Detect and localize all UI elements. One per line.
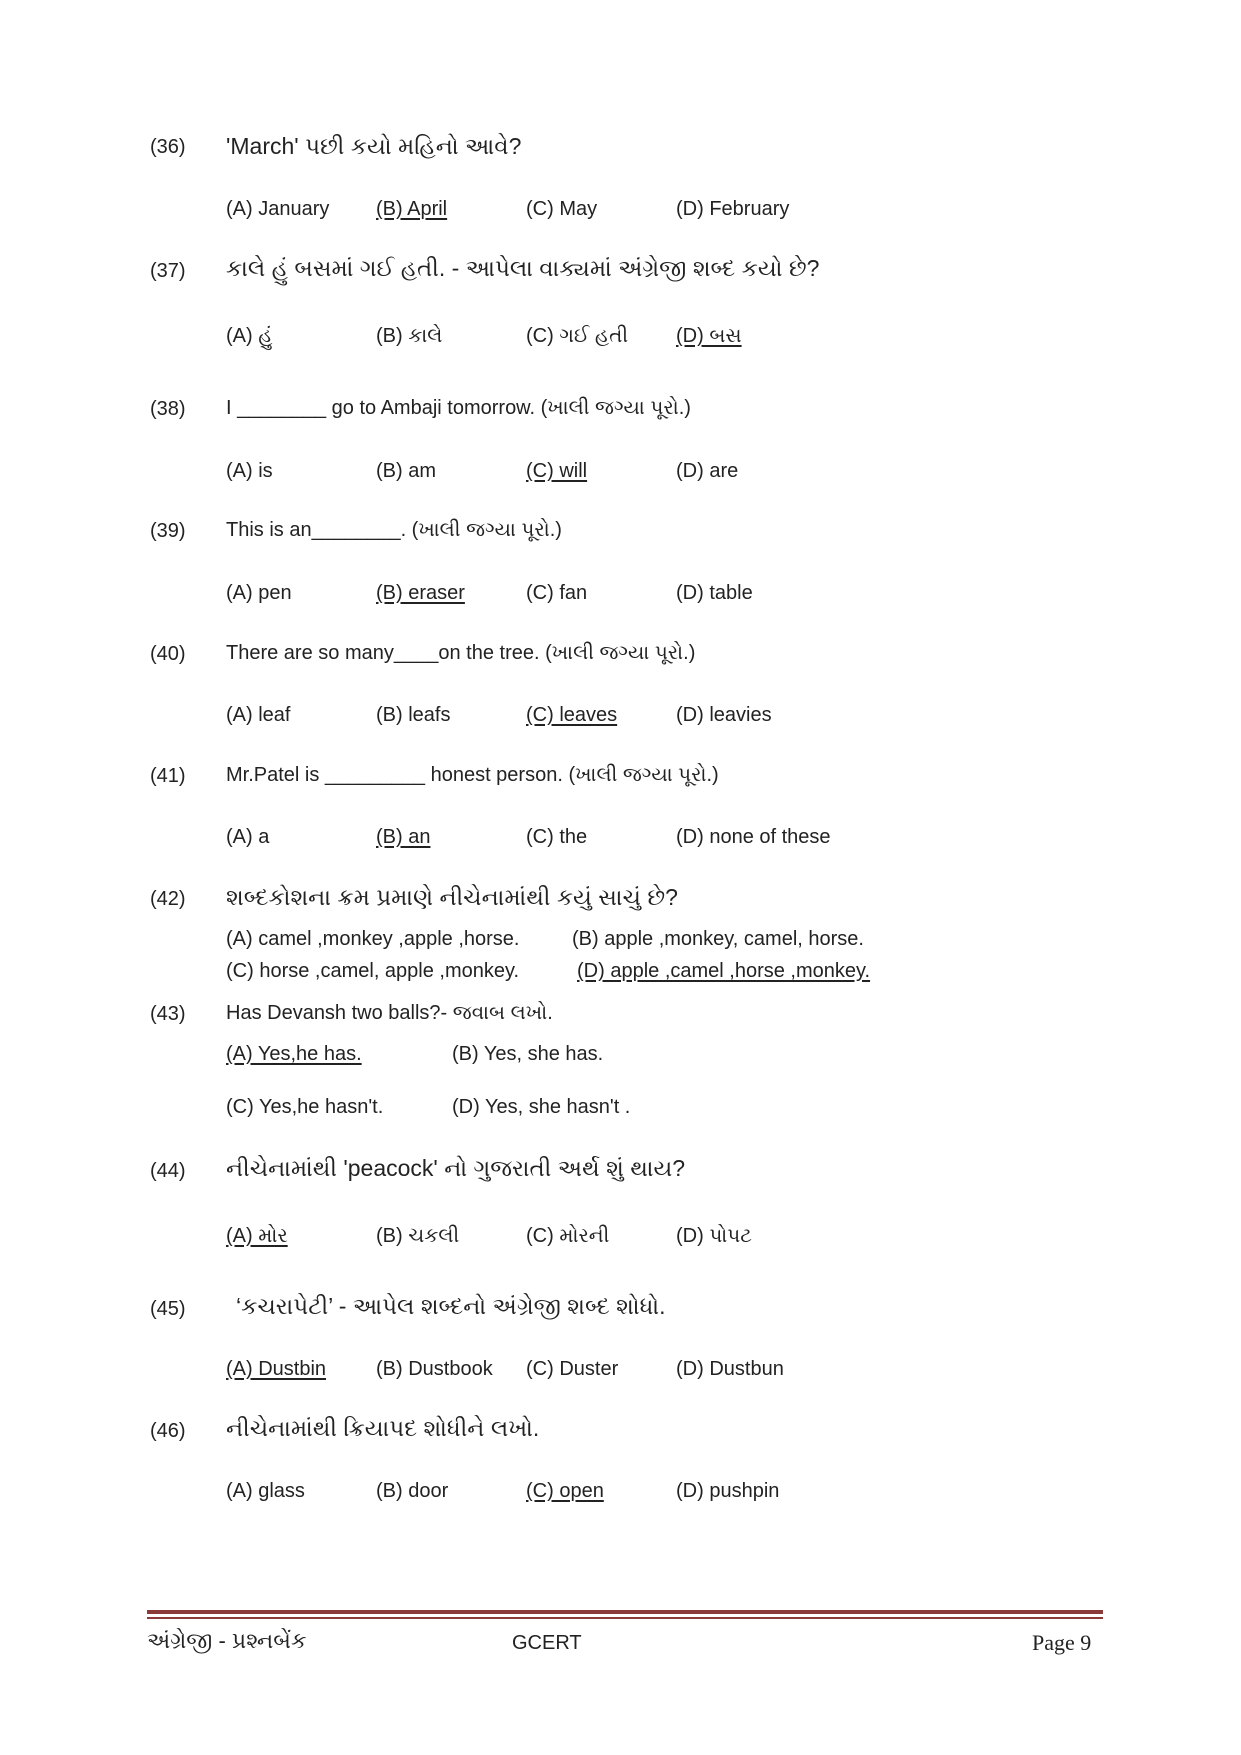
option-a-answer: (A) Yes,he has. bbox=[226, 1043, 362, 1065]
option-d: (D) table bbox=[676, 582, 753, 604]
footer-rule-thick bbox=[147, 1610, 1103, 1614]
option-b: (B) Dustbook bbox=[376, 1358, 493, 1380]
question-text: I ________ go to Ambaji tomorrow. (ખાલી જગ્યા પૂરો.) bbox=[226, 397, 691, 419]
option-c: (C) May bbox=[526, 198, 598, 220]
question-number: (38) bbox=[150, 398, 186, 420]
footer-page-number: Page 9 bbox=[1032, 1630, 1092, 1655]
question-number: (46) bbox=[150, 1420, 186, 1442]
option-b: (B) am bbox=[376, 460, 436, 482]
option-d: (D) પોપટ bbox=[676, 1225, 752, 1247]
question-number: (45) bbox=[150, 1298, 186, 1320]
question-number: (37) bbox=[150, 260, 186, 282]
option-d: (D) none of these bbox=[676, 826, 831, 848]
option-d: (D) are bbox=[676, 460, 739, 482]
option-b: (B) ચકલી bbox=[376, 1225, 460, 1247]
option-c: (C) મોરની bbox=[526, 1225, 610, 1247]
question-number: (40) bbox=[150, 643, 186, 665]
option-b: (B) leafs bbox=[376, 704, 451, 726]
option-a-answer: (A) Dustbin bbox=[226, 1358, 327, 1380]
option-c: (C) ગઈ હતી bbox=[526, 325, 629, 347]
option-d-answer: (D) apple ,camel ,horse ,monkey. bbox=[577, 960, 871, 982]
option-d: (D) leavies bbox=[676, 704, 772, 726]
option-c: (C) Duster bbox=[526, 1358, 619, 1380]
question-number: (41) bbox=[150, 765, 186, 787]
option-c: (C) horse ,camel, apple ,monkey. bbox=[226, 960, 520, 982]
option-a: (A) pen bbox=[226, 582, 292, 604]
question-text: There are so many____on the tree. (ખાલી જગ્યા પૂરો.) bbox=[226, 642, 696, 664]
option-d-answer: (D) બસ bbox=[676, 325, 742, 347]
option-a: (A) leaf bbox=[226, 704, 291, 726]
option-b-answer: (B) April bbox=[376, 198, 448, 220]
option-c-answer: (C) will bbox=[526, 460, 588, 482]
option-c: (C) Yes,he hasn't. bbox=[226, 1096, 384, 1118]
option-b-answer: (B) eraser bbox=[376, 582, 465, 604]
option-d: (D) Yes, she hasn't . bbox=[452, 1096, 631, 1118]
option-a: (A) January bbox=[226, 198, 330, 220]
option-c: (C) fan bbox=[526, 582, 588, 604]
option-b: (B) door bbox=[376, 1480, 449, 1502]
question-text: 'March' પછી કયો મહિનો આવે? bbox=[226, 133, 522, 159]
option-c-answer: (C) leaves bbox=[526, 704, 618, 726]
option-a: (A) glass bbox=[226, 1480, 305, 1502]
question-number: (36) bbox=[150, 136, 186, 158]
footer-publisher: GCERT bbox=[512, 1632, 582, 1654]
question-text: Mr.Patel is _________ honest person. (ખાલી જગ્યા પૂરો.) bbox=[226, 764, 719, 786]
question-text: નીચેનામાંથી ક્રિયાપદ શોધીને લખો. bbox=[226, 1415, 540, 1441]
option-a: (A) હું bbox=[226, 325, 273, 347]
option-c-answer: (C) open bbox=[526, 1480, 604, 1502]
option-d: (D) February bbox=[676, 198, 790, 220]
footer-subject: અંગ્રેજી - પ્રશ્નબેંક bbox=[147, 1628, 307, 1653]
question-number: (42) bbox=[150, 888, 186, 910]
option-a: (A) camel ,monkey ,apple ,horse. bbox=[226, 928, 520, 950]
option-a-answer: (A) મોર bbox=[226, 1225, 288, 1247]
question-text: શબ્દકોશના ક્રમ પ્રમાણે નીચેનામાંથી કયું સાચું છે? bbox=[226, 884, 678, 910]
option-b-answer: (B) an bbox=[376, 826, 431, 848]
option-d: (D) pushpin bbox=[676, 1480, 780, 1502]
question-text: ‘કચરાપેટી’ - આપેલ શબ્દનો અંગ્રેજી શબ્દ શોધો. bbox=[236, 1293, 666, 1319]
question-text: This is an________. (ખાલી જગ્યા પૂરો.) bbox=[226, 519, 562, 541]
footer-rule-thin bbox=[147, 1617, 1103, 1619]
option-b: (B) apple ,monkey, camel, horse. bbox=[572, 928, 864, 950]
question-text: કાલે હું બસમાં ગઈ હતી. - આપેલા વાક્યમાં અંગ્રેજી શબ્દ કયો છે? bbox=[226, 255, 820, 281]
option-c: (C) the bbox=[526, 826, 588, 848]
option-d: (D) Dustbun bbox=[676, 1358, 784, 1380]
option-a: (A) a bbox=[226, 826, 270, 848]
question-text: નીચેનામાંથી 'peacock' નો ગુજરાતી અર્થ શું થાય? bbox=[226, 1155, 686, 1181]
option-b: (B) Yes, she has. bbox=[452, 1043, 604, 1065]
option-a: (A) is bbox=[226, 460, 273, 482]
option-b: (B) કાલે bbox=[376, 325, 443, 347]
question-text: Has Devansh two balls?- જવાબ લખો. bbox=[226, 1002, 553, 1024]
question-number: (43) bbox=[150, 1003, 186, 1025]
question-number: (44) bbox=[150, 1160, 186, 1182]
question-number: (39) bbox=[150, 520, 186, 542]
